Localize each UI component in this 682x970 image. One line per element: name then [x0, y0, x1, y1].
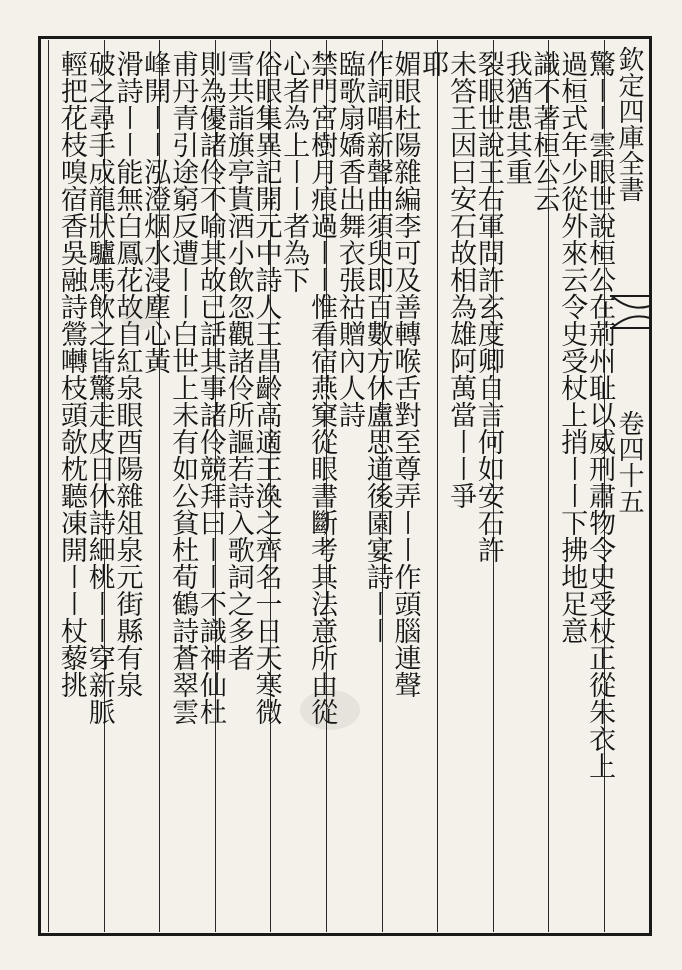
- text-column: 峰開〡〡泓澄烟水浸塵心黃: [139, 50, 171, 374]
- text-column: 耶: [417, 50, 449, 77]
- text-column: 媚眼杜陽雜編李可及善轉喉舌對至尊弄〡〡作頭腦連聲: [389, 50, 421, 698]
- text-column: 滑詩〡〡能無白鳳花故自紅泉眼酉陽雜俎泉元街縣有泉: [111, 50, 143, 698]
- text-column: 識不著桓公云: [528, 50, 560, 212]
- book-title: 欽定四庫全書: [614, 46, 644, 202]
- text-column: 則為優諸伶不喻其故已話其事諸伶競拜曰〡〡不識神仙杜: [194, 50, 226, 725]
- text-column: 我猶患其重: [500, 50, 532, 185]
- text-column: 未答王因曰安石故相為雄阿萬當〡〡爭: [445, 50, 477, 509]
- text-column: 裂眼世說王右軍問許玄度卿自言何如安石許: [472, 50, 504, 563]
- text-column: 驚〡〡雲眼世說桓公在荊州耻以威刑肅物令史受杖正從朱衣上: [584, 50, 616, 779]
- text-column: 破之尋手成龍狀驢馬飲之皆驚走皮日休詩細桃〡〡穿新脈: [83, 50, 115, 725]
- text-column: 輕把花枝嗅宿香吳融詩鶯囀枝頭欹枕聽凍開〡〡杖藜挑: [55, 50, 87, 698]
- text-column: 心者為上〡〡者為下: [278, 50, 310, 293]
- text-column: 過桓式年少從外來云令史受杖上捎〡〡下拂地足意: [556, 50, 588, 644]
- text-column: 俗眼集異記開元中詩人王昌齡高適王渙之齊名一日天寒微: [250, 50, 282, 725]
- paper-stain: [300, 690, 360, 730]
- paper-stain: [120, 300, 160, 330]
- text-column: 臨歌扇嬌香出舞衣張祜贈內人詩: [333, 50, 365, 428]
- text-column: 甫丹青引途窮反遭〡〡白世上未有如公貧杜荀鶴詩蒼翠雲: [167, 50, 199, 725]
- text-column: 作詞唱新聲曲須臾即百數方休盧思道後園宴詩〡〡: [361, 50, 393, 644]
- text-column: 禁門宮樹月痕過〡〡惟看宿燕窠從眼書斷考其法意所由從: [306, 50, 338, 725]
- text-column: 雪共詣旗亭貰酒小飲忽觀諸伶所謳若詩入歌詞之多者: [222, 50, 254, 671]
- volume-label: 卷四十五: [614, 410, 644, 514]
